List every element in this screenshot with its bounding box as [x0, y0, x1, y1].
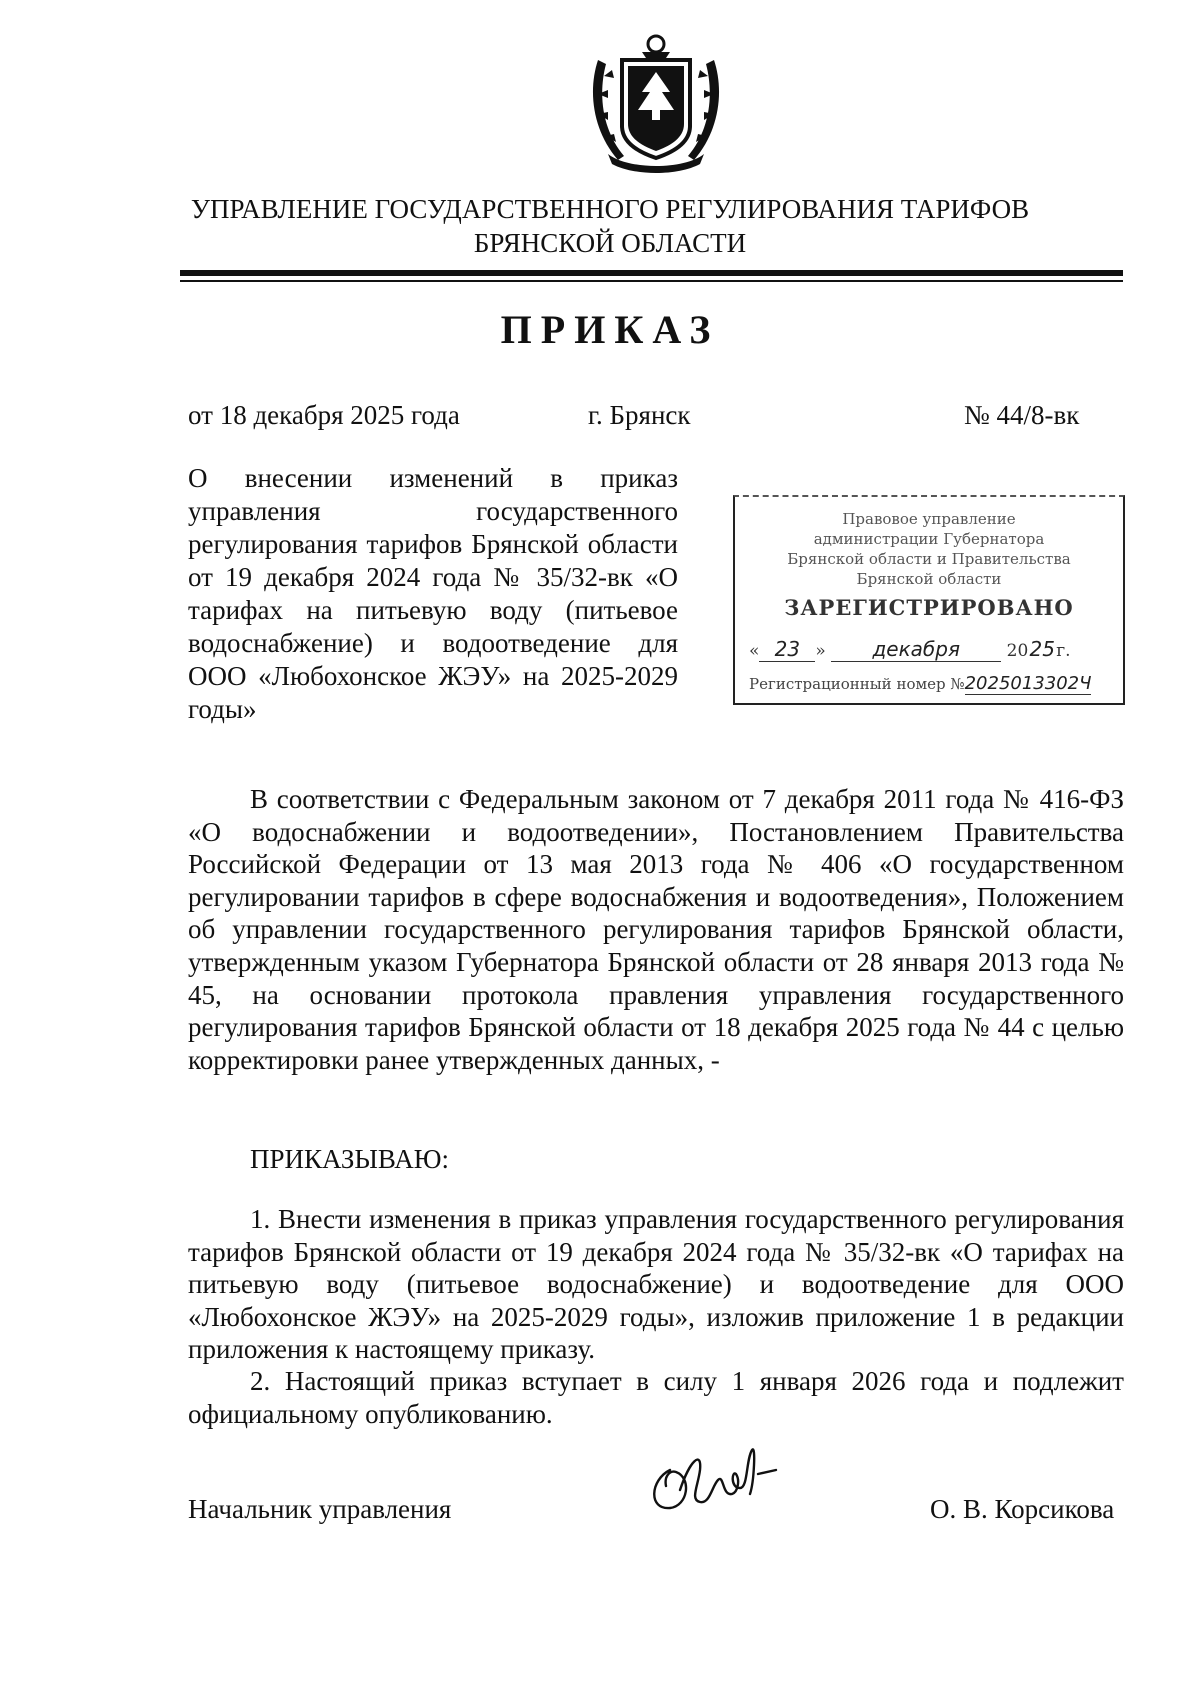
handwritten-signature — [640, 1430, 800, 1520]
stamp-date: « 23 » декабря 2025г. — [749, 637, 1071, 661]
stamp-registered: ЗАРЕГИСТРИРОВАНО — [784, 595, 1074, 620]
stamp-line: администрации Губернатора — [813, 530, 1045, 548]
organization-name-line2: БРЯНСКОЙ ОБЛАСТИ — [473, 228, 747, 258]
header-rule-thick — [180, 270, 1123, 276]
document-title: ПРИКАЗ — [500, 307, 720, 352]
stamp-year-prefix: 20 — [1006, 641, 1029, 661]
header-rule-thin — [180, 280, 1123, 282]
coat-of-arms-icon — [578, 30, 734, 176]
stamp-regnum — [749, 673, 1119, 694]
preamble-paragraph: В соответствии с Федеральным законом от 7 декабря 2011 года № 416-ФЗ «О водоснабжении и водоотведении», Постановлением Правительства Российской Федерации от 13 мая 2013 года № 406 «О государственном регулировании тарифов в сфере водоснабжения и водоотведения», Положением об управлении государственного регулирования тарифов Брянской области, утвержденным указом Губернатора Брянской области от 28 января 2013 года № 45, на основании протокола правления управления государственного регулирования тарифов Брянской области от 18 декабря 2025 года № 44 с целью корректировки ранее утвержденных данных, - — [188, 784, 1124, 1075]
signatory-name: О. В. Корсикова — [930, 1494, 1115, 1524]
order-word: ПРИКАЗЫВАЮ: — [250, 1144, 449, 1174]
stamp-day: 23 — [759, 637, 815, 662]
order-item-1: 1. Внести изменения в приказ управления государственного регулирования тарифов Брянской области от 19 декабря 2024 года № 35/32-вк «О тарифах на питьевую воду (питьевое водоснабжение) и водоотведение для ООО «Любохонское ЖЭУ» на 2025-2029 годы», изложив приложение 1 в редакции приложения к настоящему приказу. — [188, 1204, 1124, 1365]
signatory-position: Начальник управления — [188, 1494, 452, 1524]
document-subject: О внесении изменений в приказ управления государственного регулирования тарифов Брянской области от 19 декабря 2024 года № 35/32-вк «О тарифах на питьевую воду (питьевое водоснабжение) и водоотведение для ООО «Любохонское ЖЭУ» на 2025-2029 годы» — [188, 463, 678, 724]
stamp-year-suffix: г. — [1056, 641, 1071, 661]
stamp-year: 25 — [1029, 637, 1055, 661]
stamp-line: Брянской области и Правительства — [787, 550, 1071, 568]
order-item-2: 2. Настоящий приказ вступает в силу 1 января 2026 года и подлежит официальному опубликованию. — [188, 1366, 1124, 1429]
stamp-regnum-value: 2025013302Ч — [964, 673, 1092, 694]
registration-stamp — [733, 495, 1125, 705]
document-date: от 18 декабря 2025 года — [188, 400, 460, 430]
stamp-month: декабря — [831, 637, 1001, 662]
stamp-line: Правовое управление — [842, 510, 1016, 528]
stamp-regnum-label: Регистрационный номер № — [749, 675, 965, 693]
document-number: № 44/8-вк — [964, 400, 1080, 430]
organization-name-line1: УПРАВЛЕНИЕ ГОСУДАРСТВЕННОГО РЕГУЛИРОВАНИЯ ТАРИФОВ — [190, 194, 1030, 224]
document-city: г. Брянск — [588, 400, 691, 430]
stamp-line: Брянской области — [856, 570, 1002, 588]
